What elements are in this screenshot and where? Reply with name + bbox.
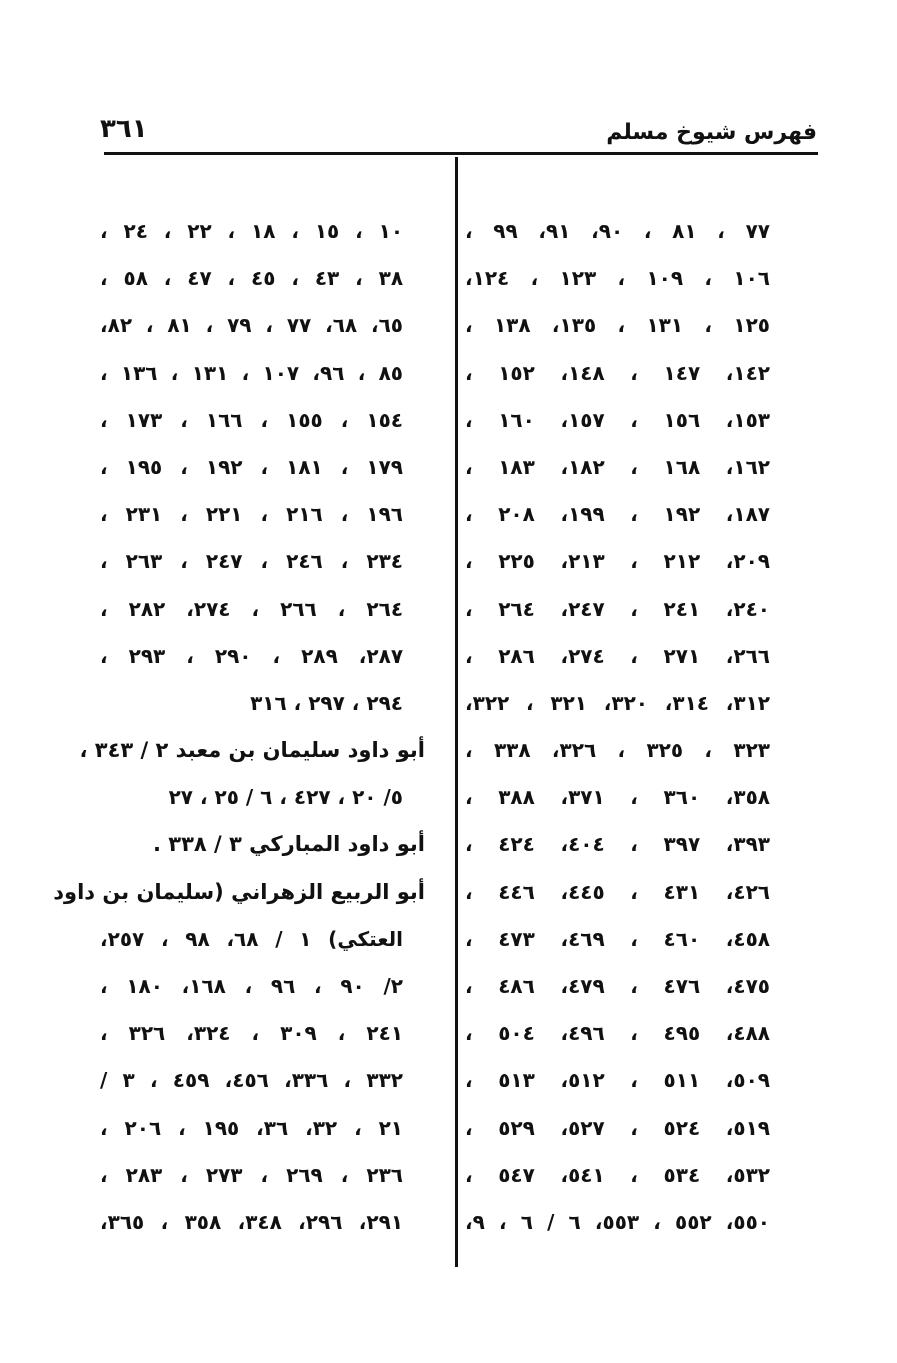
index-line: ١٥٣، ١٥٦ ، ١٥٧، ١٦٠ ،	[465, 407, 770, 432]
index-line: ٤٥٨، ٤٦٠ ، ٤٦٩، ٤٧٣ ،	[465, 926, 770, 951]
index-line: ١٧٩ ، ١٨١ ، ١٩٢ ، ١٩٥ ،	[100, 454, 403, 479]
index-line: ١٥٤ ، ١٥٥ ، ١٦٦ ، ١٧٣ ،	[100, 407, 403, 432]
index-line: العتكي) ١ / ٦٨، ٩٨ ، ٢٥٧،	[100, 926, 404, 951]
entry-heading: أبو داود المباركي ٣ / ٣٣٨ .	[152, 832, 425, 857]
index-line: ٣٢٣ ، ٣٢٥ ، ٣٢٦، ٣٣٨ ،	[465, 738, 770, 763]
index-line: ٥٣٢، ٥٣٤ ، ٥٤١، ٥٤٧ ،	[465, 1162, 770, 1187]
page-number: ٣٦١	[100, 114, 148, 144]
column-divider	[455, 157, 458, 1267]
index-line: ٥/ ٢٠ ، ٤٢٧ ، ٦ / ٢٥ ، ٢٧	[168, 785, 403, 810]
index-line: ٤٧٥، ٤٧٦ ، ٤٧٩، ٤٨٦ ،	[465, 974, 770, 998]
page-header-title: فهرس شيوخ مسلم	[606, 120, 817, 145]
entry-heading: أبو داود سليمان بن معبد ٢ / ٣٤٣ ،	[79, 738, 425, 763]
index-line: ٣١٢، ٣١٤، ٣٢٠، ٣٢١ ، ٣٢٢،	[465, 690, 771, 715]
index-line: ١٦٢، ١٦٨ ، ١٨٢، ١٨٣ ،	[465, 454, 770, 479]
index-line: ١٩٦ ، ٢١٦ ، ٢٢١ ، ٢٣١ ،	[100, 502, 403, 527]
index-line: ٤٢٦، ٤٣١ ، ٤٤٥، ٤٤٦ ،	[465, 879, 770, 904]
index-line: ٦٥، ٦٨، ٧٧ ، ٧٩ ، ٨١ ، ٨٢،	[100, 313, 403, 338]
left-column	[53, 208, 425, 1246]
index-line: ٥٠٩، ٥١١ ، ٥١٢، ٥١٣ ،	[465, 1068, 770, 1093]
header-rule	[104, 152, 818, 155]
index-line: ٢٣٦ ، ٢٦٩ ، ٢٧٣ ، ٢٨٣ ،	[100, 1162, 403, 1187]
index-line: ٣٥٨، ٣٦٠ ، ٣٧١، ٣٨٨ ،	[465, 785, 770, 810]
index-line: ٢٦٦، ٢٧١ ، ٢٧٤، ٢٨٦ ،	[465, 643, 770, 668]
index-line: ٥٥٠، ٥٥٢ ، ٥٥٣، ٦ / ٦ ، ٩،	[465, 1209, 771, 1234]
index-line: ١٠ ، ١٥ ، ١٨ ، ٢٢ ، ٢٤ ،	[100, 219, 404, 243]
index-line: ٣٩٣، ٣٩٧ ، ٤٠٤، ٤٢٤ ،	[465, 832, 770, 857]
index-line: ٣٣٢ ، ٣٣٦، ٤٥٦، ٤٥٩ ، ٣ /	[100, 1068, 403, 1093]
index-line: ٧٧ ، ٨١ ، ٩٠، ٩١، ٩٩ ،	[465, 219, 770, 243]
index-line: ٤٨٨، ٤٩٥ ، ٤٩٦، ٥٠٤ ،	[465, 1021, 770, 1046]
index-line: ١٠٦ ، ١٠٩ ، ١٢٣ ، ١٢٤،	[465, 266, 770, 291]
index-line: ١٨٧، ١٩٢ ، ١٩٩، ٢٠٨ ،	[465, 502, 770, 527]
index-line: ١٢٥ ، ١٣١ ، ١٣٥، ١٣٨ ،	[465, 313, 770, 338]
index-line: ٢٩٤ ، ٢٩٧ ، ٣١٦	[250, 690, 403, 715]
index-line: ٨٥ ، ٩٦، ١٠٧ ، ١٣١ ، ١٣٦ ،	[100, 360, 404, 385]
index-line: ٢٦٤ ، ٢٦٦ ، ٢٧٤، ٢٨٢ ،	[100, 596, 404, 621]
index-line: ٢/ ٩٠ ، ٩٦ ، ١٦٨، ١٨٠ ،	[100, 974, 403, 998]
index-line: ٢٣٤ ، ٢٤٦ ، ٢٤٧ ، ٢٦٣ ،	[100, 549, 403, 574]
right-column	[465, 208, 770, 1246]
index-line: ١٤٢، ١٤٧ ، ١٤٨، ١٥٢ ،	[465, 360, 770, 385]
index-line: ٢٩١، ٢٩٦، ٣٤٨، ٣٥٨ ، ٣٦٥،	[100, 1209, 404, 1234]
index-line: ٢٤١ ، ٣٠٩ ، ٣٢٤، ٣٢٦ ،	[100, 1021, 404, 1046]
index-line: ٣٨ ، ٤٣ ، ٤٥ ، ٤٧ ، ٥٨ ،	[100, 266, 404, 291]
index-line: ٢٠٩، ٢١٢ ، ٢١٣، ٢٢٥ ،	[465, 549, 770, 574]
index-line: ٥١٩، ٥٢٤ ، ٥٢٧، ٥٢٩ ،	[465, 1115, 770, 1140]
index-line: ٢٨٧، ٢٨٩ ، ٢٩٠ ، ٢٩٣ ،	[100, 643, 404, 668]
entry-heading: أبو الربيع الزهراني (سليمان بن داود	[53, 879, 425, 904]
index-line: ٢١ ، ٣٢، ٣٦، ١٩٥ ، ٢٠٦ ،	[100, 1115, 404, 1140]
index-line: ٢٤٠، ٢٤١ ، ٢٤٧، ٢٦٤ ،	[465, 596, 770, 621]
